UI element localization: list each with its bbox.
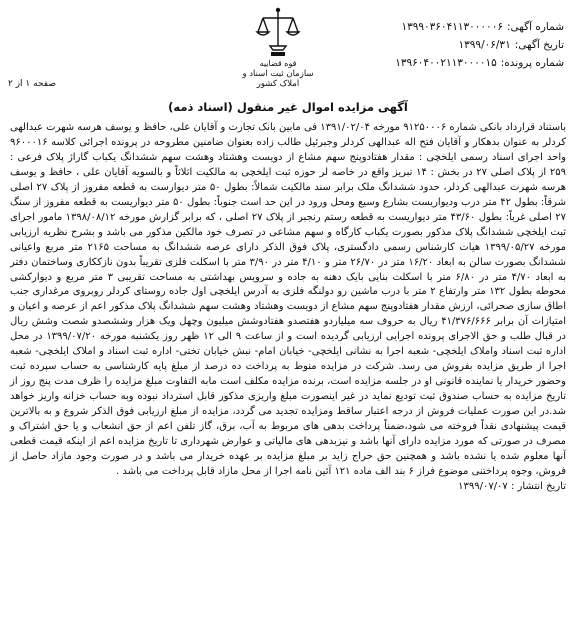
notice-title: آگهی مزایده اموال غیر منقول (اسناد ذمه)	[168, 100, 408, 114]
notice-meta	[334, 18, 564, 72]
page-number: صفحه ۱ از ۲	[8, 79, 56, 89]
publish-date: تاریخ انتشار : ۱۳۹۹/۰۷/۰۷	[458, 480, 566, 492]
judiciary-label: قوه قضاییه	[259, 59, 297, 68]
notice-body	[10, 121, 566, 495]
judiciary-emblem	[232, 6, 324, 89]
notice-number-label: شماره آگهی:	[506, 21, 564, 33]
notice-date-row	[334, 36, 564, 54]
notice-number: ۱۳۹۹۰۳۶۰۴۱۱۳۰۰۰۰۰۶	[401, 21, 503, 33]
case-number-label: شماره پرونده:	[500, 57, 564, 69]
notice-date-label: تاریخ آگهی:	[514, 39, 564, 51]
case-number-row	[334, 54, 564, 72]
scales-of-justice-icon	[255, 6, 301, 58]
organization-name: سازمان ثبت اسناد و املاک کشور	[242, 69, 314, 89]
case-number: ۱۳۹۶۰۴۰۰۲۱۱۳۰۰۰۰۱۵	[395, 57, 497, 69]
notice-number-row	[334, 18, 564, 36]
body-paragraph: باستناد قرارداد بانکی شماره ۹۱۲۵۰۰۰۶ مورخه ۱۳۹۱/۰۲/۰۴ فی مابین بانک تجارت و آقایان علی، حافظ و یوسف هرسه شهرت عبدالهی کردلر به عنوان بدهکار و آقایان فتح اله عبدالهی کردلر وجبرئیل طالب زاده بعنوان ضامنین مطروحه در پرونده اجرائی کلاسه ۹۶۰۰۰۱۶ واحد اجرای اسناد رسمی ایلخچی : مقدار هفتادوپنج سهم مشاع از دویست وهشتاد وهشت سهم ششدانگ یکباب گاراژ پلاک فرعی : ۲۵۹ از پلاک اصلی ۲۷ در بخش : ۱۴ تبریز واقع در خاصه لر حوزه ثبت ایلخچی به مالکیت اثلاثاً و بالسویه آقایان علی ، حافظ و یوسف هرسه شهرت عبدالهی کردلر، حدود ششدانگ ملک برابر سند مالکیت شمالاً: بطول ۵۰ متر دیوارست به قطعه مفروز از پلاک ۲۷ اصلی شرقاً: بطول ۴۲ متر درب ودیواریست بشارع وسیع ومحل ورود در این حد است جنوباً: بطول ۵۰ متر دیواریست به قطعه مفروز از سنگ ۲۷ اصلی غرباً: بطول ۴۳/۶۰ متر دیواریست به قطعه رستم رنجبر از پلاک ۲۷ اصلی ، که برابر گزارش مورخه ۱۳۹۸/۰۸/۱۲ مامور اجرای ثبت ایلخچی ششدانگ پلاک مذکور بصورت یکباب کارگاه و سهم مشاعی در تصرف خود مالکین مذکور می باشد و بشرح نظریه ارزیابی مورخه ۱۳۹۹/۰۵/۲۷ هیات کارشناس رسمی دادگستری، پلاک فوق الذکر دارای عرصه ششدانگ به مساحت ۲۱۶۵ متر مربع واعیانی ششدانگ بصورت سالن به ابعاد ۱۶/۲۰ متر در ۲۶/۷۰ متر و ۴/۱۰ متر در ۳/۹۰ متر با اسکلت فلزی تقریباً بدون نازککاری وساختمان دفتر به ابعاد ۴/۷۰ متر در ۶/۸۰ متر با اسکلت بنایی بایک دهنه به جاده و سرویس بهداشتی به مساحت تقریبی ۳ متر مربع و دیوارکشی محوطه بطول ۱۳۲ متر وارتفاع ۲ متر با درب ماشین رو دولنگه فلزی به آدرس ایلخچی اول جاده روستای کردلر روبروی مرغداری جنب اطاق سازی صحرائی، ارزش مقدار هفتادوپنج سهم مشاع از دویست وهشتاد وهشت سهم ششدانگ پلاک مذکور اعم از عرصه و اعیان و امتیازات آن برابر ۴۱/۳۷۶/۶۶۶ ریال به حروف سه میلیاردو هفتصدو هفتادوشش میلیون وچهل ویک هزار وششصدو شصت وشش ریال در قبال طلب و حق الاجرای پرونده اجرایی ارزیابی گردیده است و از ساعت ۹ الی ۱۲ ظهر روز یکشنبه مورخه ۱۳۹۹/۰۷/۲۰ در محل اداره ثبت اسناد واملاک ایلخچی- شعبه اجرا به نشانی ایلخچی- خیابان امام- نبش خیابان تختی- اداره ثبت اسناد و املاک ایلخچی- شعبه اجرا از طریق مزایده بفروش می رسد. شرکت در مزایده منوط به پرداخت ده درصد از مبلغ پایه کارشناسی به حساب سپرده ثبت وحضور خریدار یا نماینده قانونی او در جلسه مزایده است، برنده مزایده مکلف است مابه التفاوت مبلغ مزایده را ظرف مدت پنج روز از تاریخ مزایده به حساب صندوق ثبت تودیع نماید در غیر اینصورت مبلغ واریزی مذکور قابل استرداد نبوده وبه حساب خزانه واریز خواهد شد.در این صورت عملیات فروش از درجه اعتبار ساقط ومزایده تجدید می گردد، مزایده از مبلغ ارزیابی فوق الذکر شروع و به بالاترین قیمت پیشنهادی نقداً فروخته می شود،ضمناً پرداخت بدهی های مربوط به آب، برق، گاز تلفن اعم از حق انشعاب و یا حق اشتراک و مصرف در صورتی که مورد مزایده دارای آنها باشد و نیزبدهی های مالیاتی و عوارض شهرداری تا تاریخ مزایده اعم از اینکه قیمت قطعی آنها معلوم شده یا نشده باشد و همچنین حق حراج زاید بر مبلغ مزایده بر عهده خریدار می باشد و در صورت وجود مازاد حاصل از فروش، وجوه پرداختنی موضوع فراز ۶ بند الف ماده ۱۲۱ آئین نامه اجرا از محل مازاد قابل پرداخت می باشد .	[9, 122, 567, 477]
notice-date: ۱۳۹۹/۰۶/۳۱	[458, 39, 511, 51]
